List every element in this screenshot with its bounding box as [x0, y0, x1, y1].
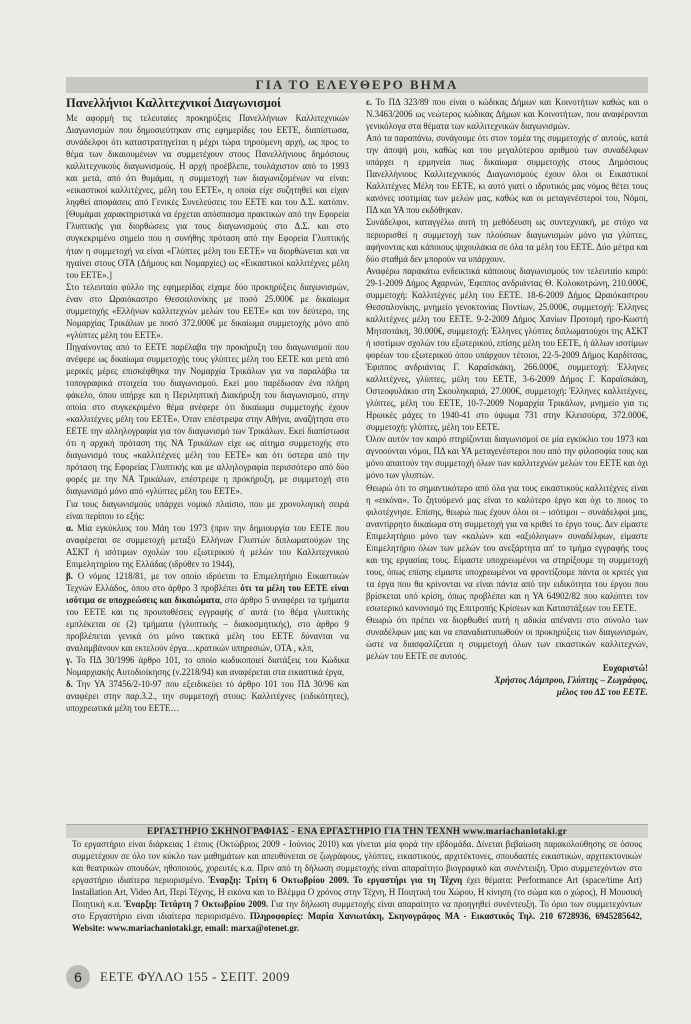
list-item — [66, 570, 349, 654]
article-title: Πανελλήνιοι Καλλιτεχνικοί Διαγωνισμοί — [66, 96, 281, 110]
announcement-text: έχει θέματα: Performance Art (space/time Art) Installation Art, Video Art, Περί Τέχνης, Η εικόνα και το Βλέμμα Ο χρόνος στην Τέχνη, Η Ποιητική του Χώρου, Η κίνηση (το σώμα και ο χώρος), Η Μουσική Ποιητική κ.α. — [72, 875, 642, 909]
announcement-start-date: Έναρξη: Τρίτη 6 Οκτωβρίου 2009. Το εργαστήρι για τη Τέχνη — [208, 875, 463, 885]
announcement-contact: Πληροφορίες: Μαρία Χανιωτάκη, Σκηνογράφος ΜΑ - Εικαστικός Τηλ. 210 6728936, 6945285642, Website: www.mariachaniotaki.gr, email: marxa@otenet.gr. — [72, 911, 642, 933]
announcement-text: Το εργαστήριο είναι διάρκειας 1 έτους (Οκτώβριος 2009 - Ιούνιος 2010) και γίνεται μία φορά την εβδομάδα. Δίνεται βεβαίωση παρακολούθησης σε όσους συμμετέχουν σε όλο τον κύκλο των μαθημάτων και απευθύνεται σε ζωγράφους, γλύπτες, εικαστικούς, αρχιτέκτονες, σπουδαστές εικαστικών, αρχιτεκτονικών και θεατρικών σπουδών, ηθοποιούς, χορευτές κ.α. Πριν από τη δήλωση συμμετοχής είναι απαραίτητο βιογραφικό και συνέντευξη. Όριο συμμετεχόντων στο εργαστήριο ιδιαίτερα περιορισμένο. — [72, 839, 642, 885]
publication-info: ΕΕΤΕ ΦΥΛΛΟ 155 - ΣΕΠΤ. 2009 — [100, 969, 290, 984]
list-item — [66, 654, 349, 678]
page-number: 6 — [66, 965, 90, 989]
list-item-text: Το ΠΔ 30/1996 άρθρο 101, το οποίο κωδικοποιεί διατάξεις του Κώδικα Νομαρχιακής Αυτοδιοίκησης (ν.2218/94) και αναφέρεται στα εικαστικά έργα, — [66, 655, 349, 678]
closing-thanks: Ευχαριστώ! — [602, 663, 648, 674]
article-paragraph: Πηγαίνοντας από το ΕΕΤΕ παρέλαβα την προκήρυξη του διαγωνισμού που ανέφερε ως δικαίωμα συμμετοχής τους γλύπτες μέλη του ΕΕΤΕ και μετά από μερικές μέρες επισκέφθηκα την Νομαρχία Τρικάλων για να παραλάβω τα τοπογραφικά στοιχεία του διαγωνισμού. Εκεί μου παρέδωσαν ένα πλήρη φάκελο, όπου υπήρχε και η Περιληπτική Διακήρυξη του διαγωνισμού, στην οποία στο συγκεκριμένο θέμα ανέφερε ότι δικαίωμα συμμετοχής έχουν «καλλιτέχνες μέλη του ΕΕΤΕ». Όταν επέστρεψα στην Αθήνα, αναζήτησα στο ΕΕΤΕ την αλληλογραφία για τον διαγωνισμό των Τρικάλων. Εκεί διαπίστωσα ότι η αρχική πρόταση της ΝΑ Τρικάλων είχε ως αίτημα συμμετοχής στο διαγωνισμό τους «καλλιτέχνες μέλη του ΕΕΤΕ» και ότι ύστερα από την πρόταση της Εφορείας Γλυπτικής και με αλληλογραφία περισσότερο από δύο φορές με την ΝΑ Τρικάλων, επέστρεψε η προκήρυξη, με συμμετοχή στο διαγωνισμό μόνο από «γλύπτες μέλη του ΕΕΤΕ». — [66, 341, 349, 497]
list-item-label: δ. — [66, 679, 73, 690]
list-item-text: , στο άρθρο 5 αναφέρει τα τμήματα του ΕΕΤΕ και τις προυποθέσεις εγγραφής σ' αυτά (το θέμα γλυπτικής εμπλέκεται σε (2) τμήματα (γλυπτικής – διακοσμητικής), στο άρθρο 9 προβλέπεται γενικά ότι μόνο τακτικά μέλη του ΕΕΤΕ δύνανται να αναλαμβάνουν και εκτελούν έργα…κρατικών υπηρεσιών, ΟΤΑ , κλπ, — [66, 594, 349, 654]
article-paragraph: Με αφορμή τις τελευταίες προκηρύξεις Πανελλήνιων Καλλιτεχνικών Διαγωνισμών που δημοσιεύτηκαν στις εφημερίδες του ΕΕΤΕ, διαπίστωσα, συνάδελφοι ότι καταστρατηγείται η μέχρι τώρα τηρούμενη αρχή, ως προς το θέμα των δικαιουμένων να συμμετέχουν στους Πανελλήνιους δημόσιους καλλιτεχνικούς διαγωνισμούς. Η αρχή προέβλεπε, τουλάχιστον από το 1993 και μετά, από ότι θυμάμαι, η συμμετοχή των διαγωνιζομένων να είναι: «εικαστικοί καλλιτέχνες, μέλη του ΕΕΤΕ», η οποία είχε συζητηθεί και είχαν ληφθεί αποφάσεις από Γενικές Συνελεύσεις του ΕΕΤΕ και του Δ.Σ. κατόπιν. [Θυμάμαι χαρακτηριστικά να έρχεται απόσπασμα πρακτικών από την Εφορεία Γλυπτικής για διορθώσεις για τους διαγωνισμούς στο Δ.Σ. και στο συγκεκριμένο σημείο που η συνήθης πρόταση από την Εφορεία Γλυπτικής ήταν η συμμετοχή να είναι «Γλύπτες μέλη του ΕΕΤΕ» να διορθώνεται και να ηγαίνει στους ΟΤΑ (Δήμους και Νομαρχίες) ως «Εικαστικοί καλλιτέχνες μέλη του ΕΕΤΕ».] — [66, 113, 349, 280]
list-item-label: ε. — [366, 97, 373, 107]
announcement-start-date: Έναρξη: Τετάρτη 7 Οκτωβρίου 2009. — [124, 899, 269, 909]
section-banner: ΓΙΑ ΤΟ ΕΛΕΥΘΕΡΟ ΒΗΜΑ — [66, 77, 648, 93]
list-item-text: Το ΠΔ 323/89 που είναι ο κώδικας Δήμων και Κοινοτήτων καθώς και ο Ν.3463/2006 ως νεώτερος κώδικας Δήμων και Κοινοτήτων, που αναφέρονται γενικόλογα στα θέματα των καλλιτεχνικών διαγωνισμών. — [366, 97, 648, 132]
article-paragraph: Θεωρώ ότι το σημαντικότερο από όλα για τους εικαστικούς καλλιτέχνες είναι η «εικόνα». Το ζητούμενό μας είναι το καλύτερο έργο και όχι το ποιος το φιλοτέχνησε. Επίσης, θεωρώ πως έχουν όλοι οι – ισότιμοι – συνάδελφοί μας, αναντίρρητο δικαίωμα στη συμμετοχή για να κριθεί το έργο τους. Δεν είμαστε Επιμελητήριο μόνο των «καλών» και «αξιόλογων» συναδέλφων, είμαστε Επιμελητήριο όλων των μελών του ανεξάρτητα απ' το τμήμα εγγραφής τους και της εργασίας τους. Είμαστε υποχρεωμένοι να στηρίξουμε τη συμμετοχή τους, όπως επίσης είμαστε υποχρεωμένοι να φροντίζουμε πάντα οι κριτές για τα έργα που θα κρίνονται να είναι πάντα από την ειδικότητα του έργου που βρίσκεται υπό κρίση, όπως προβλέπει και η ΥΑ 64902/82 που καλύπτει τον εσωτερικό κανονισμό της Επιτροπής Κρίσεων και Καταστάξεων του ΕΕΤΕ. — [366, 482, 648, 613]
list-item-label: β. — [66, 570, 73, 581]
article-right-column — [366, 96, 648, 698]
article-paragraph: Όλον αυτόν τον καιρό στηρίζονται διαγωνισμοί σε μία εγκύκλιο του 1973 και αγνοούνται νόμοι, ΠΔ και ΥΑ μεταγενέστεροι που από την φιλοσοφία τους και μόνο απαιτούν την συμμετοχή όλων των καλλιτεχνών μελών του ΕΕΤΕ και όχι μόνο των γλυπτών. — [366, 434, 648, 481]
list-item-emphasis: ότι τα μέλη του ΕΕΤΕ είναι ισότιμα σε υποχρεώσεις και δικαιώματα — [66, 582, 349, 605]
announcement-title: ΕΡΓΑΣΤΗΡΙΟ ΣΚΗΝΟΓΡΑΦΙΑΣ - ΕΝΑ ΕΡΓΑΣΤΗΡΙΟ ΓΙΑ ΤΗΝ ΤΕΧΝΗ www.mariachaniotaki.gr — [66, 825, 648, 838]
announcement-body — [66, 838, 648, 934]
announcement-text: Για την δήλωση συμμετοχής είναι απαραίτητο να προηγηθεί συνέντευξη. Το όριο των συμμετεχόντων στο Εργαστήριο είναι ιδιαίτερα περιορισμένο. — [72, 899, 643, 921]
list-item-text: Μία εγκύκλιος του Μάη του 1973 (πριν την δημιουργία του ΕΕΤΕ που αναφέρεται σε συμμετοχή μεταξύ Ελλήνων Γλυπτών διπλωματούχων της ΑΣΚΤ ή ισότιμων σχολών του εξωτερικού ή μελών του Καλλιτεχνικού Επιμελητηρίου της Ελλάδας (ιδρύθεν το 1944), — [66, 522, 350, 569]
list-item — [66, 522, 349, 570]
author-role: μέλος του ΔΣ του ΕΕΤΕ. — [556, 687, 648, 698]
list-item — [366, 96, 648, 132]
article-paragraph: Στο τελευταίο φύλλο της εφημερίδας είχαμε δύο προκηρύξεις διαγωνισμών, έναν στο Ωραιόκαστρο Θεσσαλονίκης με ποσό 25.000€ με δικαίωμα συμμετοχής «Ελλήνων καλλιτεχνών μελών του ΕΕΤΕ» και τον δεύτερο, της Νομαρχίας Τρικάλων με ποσό 372.000€ με δικαίωμα συμμετοχής μόνο από «γλύπτες μέλη του ΕΕΤΕ». — [66, 281, 349, 340]
page-footer — [66, 964, 290, 990]
workshop-announcement — [66, 824, 648, 958]
author-name: Χρήστος Λάμπρου, Γλύπτης – Ζωγράφος, — [494, 675, 648, 686]
article-paragraph: Αναφέρω παρακάτω ενδεικτικά κάποιους διαγωνισμούς τον τελευταίο καιρό: 29-1-2009 Δήμος Αχαρνών, Έφιππος ανδριάντας Θ. Κολοκοτρώνη, 210.000€, συμμετοχή: Καλλιτέχνες μέλη του ΕΕΤΕ. 18-6-2009 Δήμος Ωραιόκαστρου Θεσσαλονίκης, μνημείο γενοκτονίας Ποντίων, 25.000€, συμμετοχή: Έλληνες καλλιτέχνες μέλη του ΕΕΤΕ. 9-2-2009 Δήμος Χανίων Προτομή ηρο-Κωστή Μητσοτάκη, 30.000€, συμμετοχή: Έλληνες γλύπτες διπλωματούχοι της ΑΣΚΤ ή ισοτίμων σχολών του εξωτερικού, επίσης μέλη του ΕΕΤΕ, ή άλλων ισοτίμων φορέων του εξωτερικού όπου υπάρχουν τέτοιοι, 22-5-2009 Δήμος Καρδίτσας, Έφιππος ανδριάντας Γ. Καραϊσκάκη, 266.000€, συμμετοχή: Έλληνες καλλιτέχνες, γλύπτες, μέλη του ΕΕΤΕ, 3-6-2009 Δήμος Γ. Καραϊσκάκη, Οστεοφυλάκιο στη Σκουληκαριά, 27.000€, συμμετοχή: Έλληνες καλλιτέχνες, γλύπτες, μέλη του ΕΕΤΕ, 10-7-2009 Νομαρχία Τρικάλων, μνημείο για τις Ηρωικές μάχες το 1940-41 στο ύψωμα 731 στην Κλεισούρα, 372.000€, συμμετοχή: γλύπτες, μέλη του ΕΕΤΕ. — [366, 265, 648, 433]
list-item-text: Την ΥΑ 37456/2-10-97 που εξειδικεύει τό άρθρο 101 του ΠΔ 30/96 και αναφέρει στην παρ.3.2., την συμμετοχή στους: Καλλιτέχνες (ειδικότητες), υποχρεωτικά μέλη του ΕΕΤΕ… — [66, 679, 350, 714]
article-paragraph: Συνάδελφοι, καταγγέλω αυτή τη μεθόδευση ως συντεχνιακή, με στόχο να περιορισθεί η συμμετοχή των πλούσιων διαγωνισμών μόνο για γλύπτες, αφήνοντας και κάποιους ψιχουλάκια σε όλα τα μέλη του ΕΕΤΕ. Δύο μέτρα και δύο σταθμά δεν μπορούν να υπάρχουν. — [366, 217, 648, 264]
list-item-label: α. — [66, 522, 74, 533]
list-item-label: γ. — [66, 655, 73, 666]
article-paragraph: Από τα παραπάνω, συνάγουμε ότι στον τομέα της συμμετοχής σ' αυτούς, κατά την άποψή μου, καθώς και του μεγαλύτερου αριθμού των συναδέλφων υπάρχει η ερμηνεία πως δικαίωμα συμμετοχής στους Δημόσιους Πανελλήνιους Καλλιτεχνικούς Διαγωνισμούς έχουν όλοι οι Εικαστικοί Καλλιτέχνες Μέλη του ΕΕΤΕ, κι αυτό γιατί ο ιδρυτικός μας νόμος θέτει τους κανόνες ισοτιμίας των μελών μας, καθώς και οι μεταγενέστεροί του, Νόμοι, ΠΔ και ΥΑ που εκδόθηκαν. — [366, 133, 648, 216]
article-left-column — [66, 96, 349, 714]
article-paragraph: Για τους διαγωνισμούς υπάρχει νομικό πλαίσιο, που με χρονολογική σειρά είναι περίπου το εξής: — [66, 498, 349, 521]
list-item-text: Ο νόμος 1218/81, με τον οποίο ιδρύεται το Επιμελητήριο Εικαστικών Τεχνών Ελλάδος, όπου στο άρθρο 3 προβλέπει — [66, 570, 350, 593]
list-item — [66, 678, 349, 714]
article-paragraph: Θεωρώ ότι πρέπει να διορθωθεί αυτή η αδικία απέναντι στο σύνολο των συναδέλφων μας και να επαναδιατυπωθούν οι προκηρύξεις των διαγωνισμών, ώστε να διασφαλίζεται η συμμετοχή όλων των εικαστικών καλλιτεχνών, μελών του ΕΕΤΕ σε αυτούς. — [366, 615, 648, 662]
